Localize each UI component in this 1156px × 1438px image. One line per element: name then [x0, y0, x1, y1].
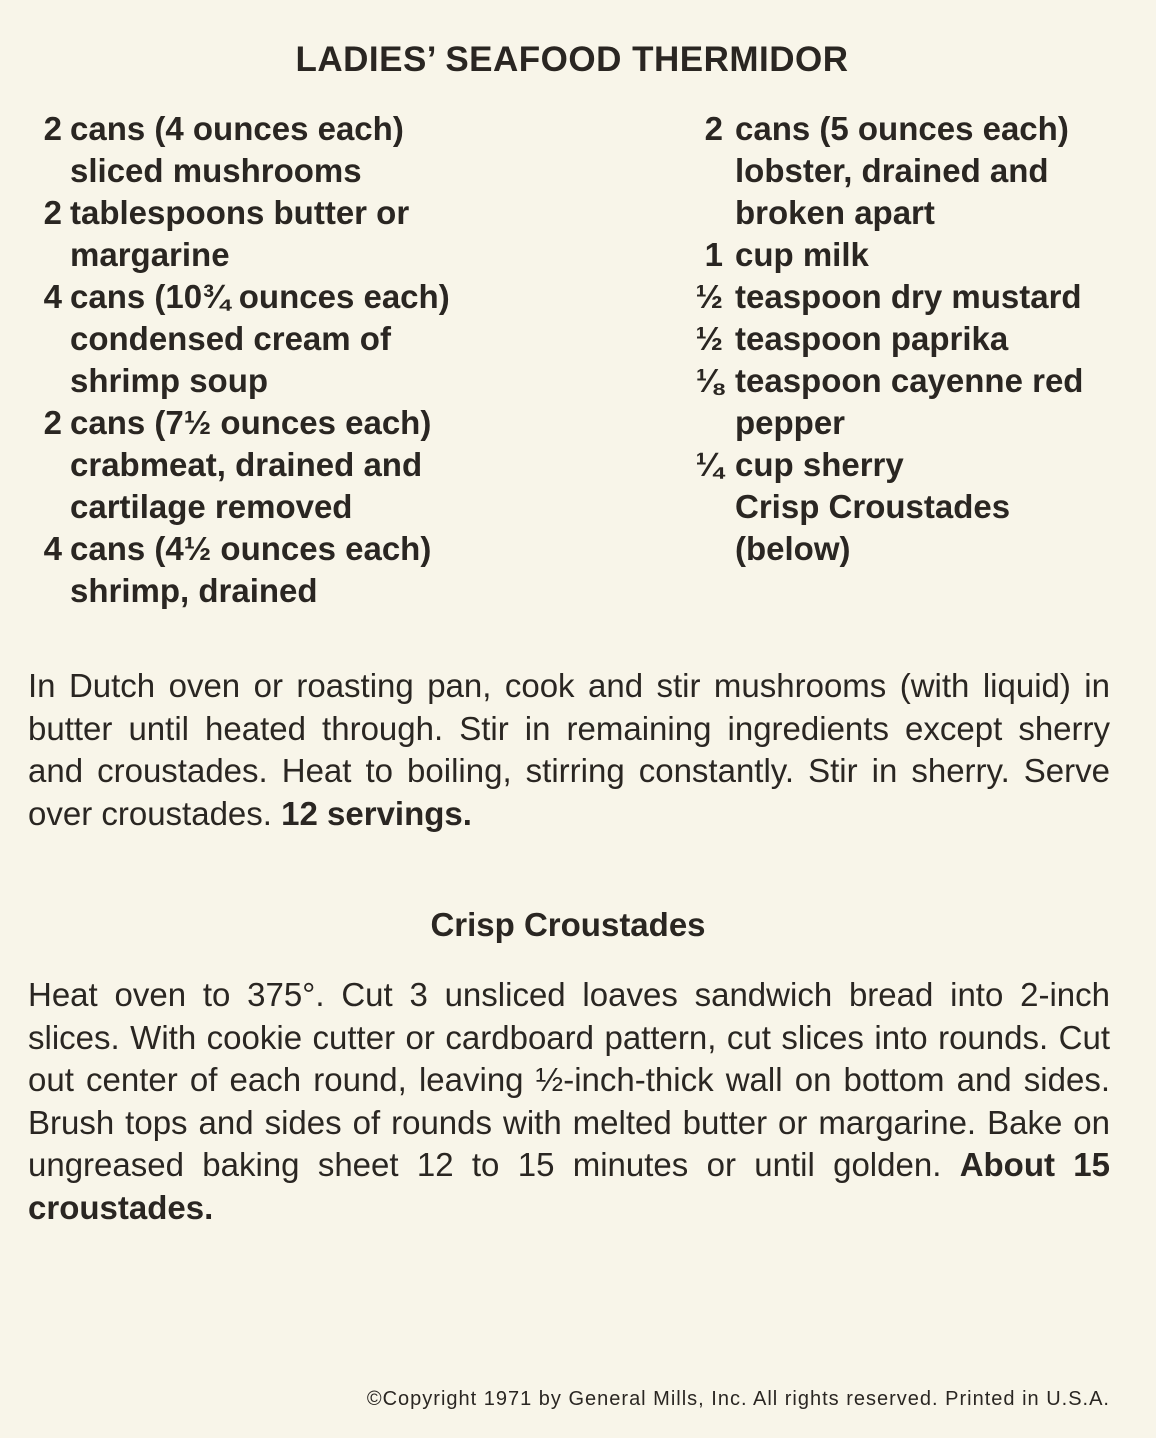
ingredient-amount: ½	[695, 278, 723, 315]
ingredients-right-column	[668, 108, 1138, 570]
ingredient-item	[668, 486, 1138, 570]
ingredient-item	[38, 276, 598, 402]
ingredient-text: cans (7½ ounces each) crabmeat, drained and cartilage removed	[70, 404, 432, 525]
ingredient-amount: 2	[43, 404, 62, 441]
ingredient-item	[38, 402, 598, 528]
copyright-notice: ©Copyright 1971 by General Mills, Inc. All rights reserved. Printed in U.S.A.	[366, 1388, 1110, 1410]
ingredient-amount: 1	[704, 236, 723, 273]
ingredient-text: teaspoon paprika	[735, 320, 1009, 357]
ingredient-item	[668, 360, 1138, 444]
ingredient-item	[668, 234, 1138, 276]
croustades-text: Heat oven to 375°. Cut 3 unsliced loaves sandwich bread into 2-inch slices. With cookie cutter or cardboard pattern, cut slices into rounds. Cut out center of each round, leaving ½-inch-thick wall on bottom and sides. Brush tops and sides of rounds with melted butter or margarine. Bake on ungreased baking sheet 12 to 15 minutes or until golden.	[28, 976, 1110, 1183]
directions-text: In Dutch oven or roasting pan, cook and stir mushrooms (with liquid) in butter until heated through. Stir in remaining ingredients except sherry and croustades. Heat to boiling, stirring constantly. Stir in sherry. Serve over croustades.	[28, 667, 1110, 832]
ingredient-item	[38, 528, 598, 612]
ingredient-item	[668, 108, 1138, 234]
ingredient-text: cans (4 ounces each) sliced mushrooms	[70, 110, 404, 189]
ingredient-text: cup sherry	[735, 446, 904, 483]
ingredient-amount: 2	[704, 110, 723, 147]
ingredient-item	[668, 444, 1138, 486]
ingredient-amount: ½	[695, 320, 723, 357]
ingredient-text: cans (4½ ounces each) shrimp, drained	[70, 530, 432, 609]
ingredient-text: Crisp Croustades (below)	[735, 488, 1011, 567]
recipe-title: LADIES’ SEAFOOD THERMIDOR	[295, 40, 849, 79]
ingredient-text: cup milk	[735, 236, 869, 273]
ingredient-item	[668, 276, 1138, 318]
directions-yield: 12 servings.	[281, 794, 472, 832]
ingredient-item	[38, 108, 598, 192]
croustades-yield: About 15 croustades.	[28, 1146, 1110, 1226]
ingredient-text: teaspoon dry mustard	[735, 278, 1082, 315]
ingredient-text: cans (10¾ ounces each) condensed cream of shrimp soup	[70, 278, 450, 399]
ingredient-item	[38, 192, 598, 276]
ingredient-text: teaspoon cayenne red pepper	[735, 362, 1084, 441]
ingredients-left-column	[38, 108, 598, 612]
ingredient-amount: 4	[43, 278, 62, 315]
ingredient-item	[668, 318, 1138, 360]
directions-paragraph	[28, 665, 1110, 835]
croustades-title: Crisp Croustades	[430, 906, 706, 943]
ingredient-text: tablespoons butter or margarine	[70, 194, 410, 273]
ingredient-amount: ¼	[695, 446, 723, 483]
croustades-paragraph	[28, 974, 1110, 1229]
ingredient-amount: 2	[43, 194, 62, 231]
ingredient-text: cans (5 ounces each) lobster, drained and broken apart	[735, 110, 1069, 231]
ingredient-amount: 2	[43, 110, 62, 147]
ingredient-amount: 4	[43, 530, 62, 567]
ingredient-amount: ⅛	[695, 362, 723, 399]
